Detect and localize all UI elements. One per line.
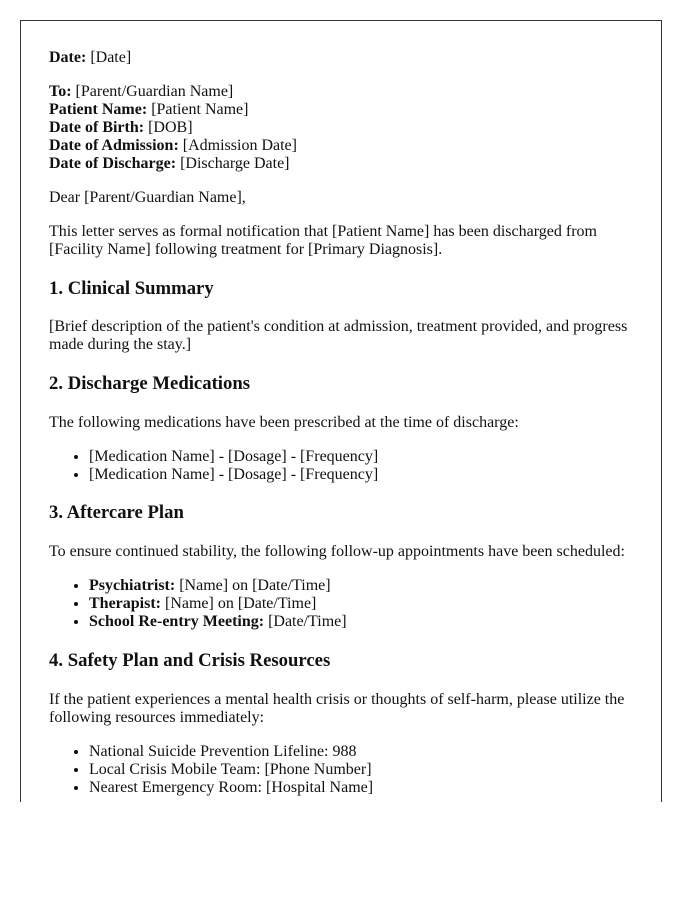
date-value: [Date] bbox=[90, 49, 132, 66]
intro-paragraph: This letter serves as formal notification that [Patient Name] has been discharged from [Facility Name] following treatment for [Primary Diagnosis]. bbox=[49, 223, 597, 258]
appointment-label: Therapist: bbox=[89, 595, 161, 613]
crisis-resource-item: • Nearest Emergency Room: [Hospital Name] bbox=[89, 779, 633, 797]
salutation: Dear [Parent/Guardian Name], bbox=[49, 189, 246, 206]
safety-plan-intro: If the patient experiences a mental health crisis or thoughts of self-harm, please utilize the following resources immediately: bbox=[49, 690, 625, 726]
medication-item: • [Medication Name] - [Dosage] - [Frequency] bbox=[89, 448, 633, 466]
to-label: To: bbox=[49, 83, 72, 100]
crisis-resources-list bbox=[49, 743, 633, 797]
patient-name-label: Patient Name: bbox=[49, 101, 148, 118]
patient-name-value: [Patient Name] bbox=[151, 101, 249, 118]
document-viewport bbox=[20, 20, 662, 802]
appointment-detail: [Name] on [Date/Time] bbox=[179, 577, 331, 595]
appointment-detail: [Date/Time] bbox=[268, 613, 347, 631]
dob-value: [DOB] bbox=[148, 119, 193, 136]
aftercare-intro: To ensure continued stability, the following follow-up appointments have been scheduled: bbox=[49, 543, 625, 561]
section-heading-aftercare-plan: 3. Aftercare Plan bbox=[49, 502, 184, 524]
appointment-item-school-reentry bbox=[89, 613, 633, 631]
admission-date-label: Date of Admission: bbox=[49, 137, 179, 154]
date-line bbox=[49, 49, 633, 67]
section-heading-safety-plan: 4. Safety Plan and Crisis Resources bbox=[49, 649, 331, 671]
admission-date-value: [Admission Date] bbox=[182, 137, 297, 154]
clinical-summary-text: [Brief description of the patient's condition at admission, treatment provided, and progress made during the stay.] bbox=[49, 318, 628, 354]
discharge-date-label: Date of Discharge: bbox=[49, 155, 177, 172]
date-label: Date: bbox=[49, 49, 87, 66]
appointment-label: School Re-entry Meeting: bbox=[89, 613, 265, 631]
crisis-resource-item: • National Suicide Prevention Lifeline: 988 bbox=[89, 743, 633, 761]
crisis-resource-item: • Local Crisis Mobile Team: [Phone Number] bbox=[89, 761, 633, 779]
appointment-detail: [Name] on [Date/Time] bbox=[165, 595, 317, 613]
medication-item: • [Medication Name] - [Dosage] - [Frequency] bbox=[89, 466, 633, 484]
appointment-item-therapist bbox=[89, 595, 633, 613]
section-heading-clinical-summary: 1. Clinical Summary bbox=[49, 277, 214, 299]
appointment-label: Psychiatrist: bbox=[89, 577, 176, 595]
section-heading-discharge-medications: 2. Discharge Medications bbox=[49, 373, 251, 395]
medications-list bbox=[49, 448, 633, 484]
appointments-list bbox=[49, 577, 633, 631]
dob-label: Date of Birth: bbox=[49, 119, 145, 136]
to-value: [Parent/Guardian Name] bbox=[75, 83, 234, 100]
discharge-letter bbox=[20, 20, 662, 802]
appointment-item-psychiatrist bbox=[89, 577, 633, 595]
medications-intro: The following medications have been prescribed at the time of discharge: bbox=[49, 413, 519, 431]
discharge-date-value: [Discharge Date] bbox=[180, 155, 290, 172]
recipient-block bbox=[49, 83, 633, 173]
